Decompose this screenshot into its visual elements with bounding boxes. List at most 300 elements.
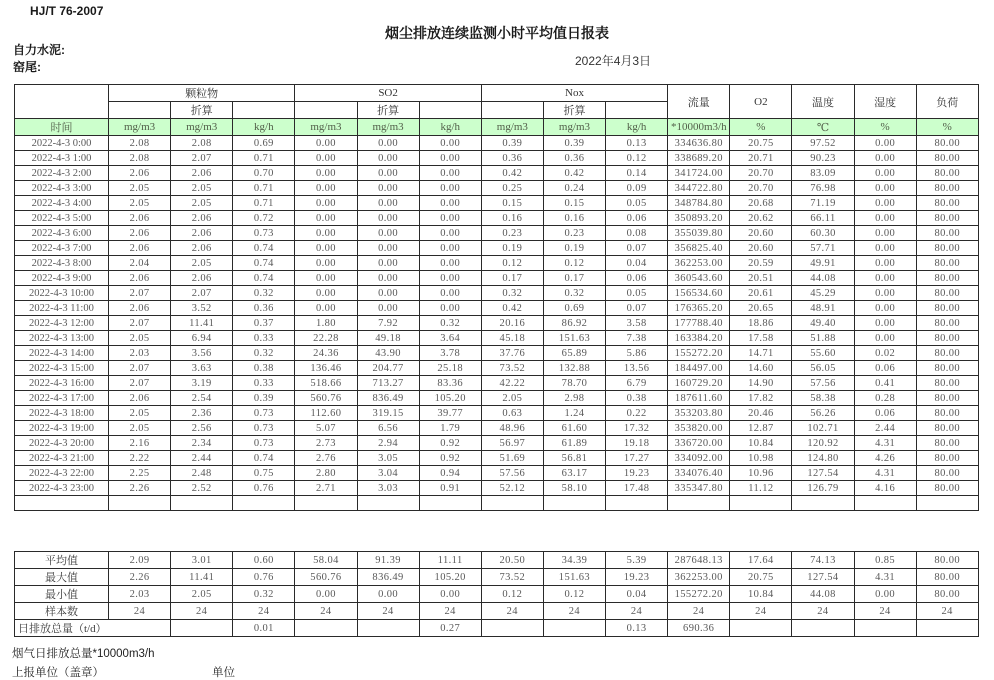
value-cell: 0.38 xyxy=(233,361,295,376)
value-cell xyxy=(543,620,605,637)
value-cell: 0.00 xyxy=(295,301,357,316)
header-blank-cell xyxy=(15,85,109,119)
value-cell: 2.03 xyxy=(109,586,171,603)
value-cell: 0.12 xyxy=(481,256,543,271)
value-cell: 11.41 xyxy=(171,316,233,331)
value-cell: 334636.80 xyxy=(668,136,730,151)
value-cell: 90.23 xyxy=(792,151,854,166)
time-cell: 2022-4-3 2:00 xyxy=(15,166,109,181)
unit-cell: mg/m3 xyxy=(295,119,357,136)
value-cell: 49.18 xyxy=(357,331,419,346)
value-cell: 97.52 xyxy=(792,136,854,151)
table-row xyxy=(15,271,979,286)
value-cell: 57.56 xyxy=(481,466,543,481)
value-cell: 2.22 xyxy=(109,451,171,466)
header-converted: 折算 xyxy=(171,102,233,119)
header-load: 负荷 xyxy=(916,85,978,119)
value-cell: 57.71 xyxy=(792,241,854,256)
table-row xyxy=(15,301,979,316)
table-row xyxy=(15,316,979,331)
value-cell: 0.00 xyxy=(419,166,481,181)
value-cell: 0.00 xyxy=(357,196,419,211)
value-cell: 0.91 xyxy=(419,481,481,496)
time-cell: 2022-4-3 16:00 xyxy=(15,376,109,391)
value-cell: 2.06 xyxy=(109,241,171,256)
value-cell: 836.49 xyxy=(357,569,419,586)
value-cell: 353820.00 xyxy=(668,421,730,436)
value-cell: 44.08 xyxy=(792,586,854,603)
value-cell xyxy=(854,620,916,637)
value-cell: 362253.00 xyxy=(668,569,730,586)
value-cell: 20.59 xyxy=(730,256,792,271)
value-cell: 2.06 xyxy=(171,271,233,286)
doc-code: HJ/T 76-2007 xyxy=(30,4,104,18)
value-cell: 0.23 xyxy=(481,226,543,241)
value-cell: 2.54 xyxy=(171,391,233,406)
value-cell: 24 xyxy=(668,603,730,620)
value-cell: 6.79 xyxy=(606,376,668,391)
value-cell: 80.00 xyxy=(916,196,978,211)
value-cell: 4.26 xyxy=(854,451,916,466)
value-cell: 63.17 xyxy=(543,466,605,481)
value-cell: 127.54 xyxy=(792,466,854,481)
value-cell: 80.00 xyxy=(916,256,978,271)
value-cell: 76.98 xyxy=(792,181,854,196)
value-cell: 0.05 xyxy=(606,286,668,301)
value-cell xyxy=(481,620,543,637)
value-cell: 0.92 xyxy=(419,436,481,451)
unit-cell: mg/m3 xyxy=(357,119,419,136)
value-cell: 0.00 xyxy=(854,151,916,166)
value-cell: 0.00 xyxy=(854,331,916,346)
value-cell: 2.76 xyxy=(295,451,357,466)
value-cell: 1.79 xyxy=(419,421,481,436)
empty-cell xyxy=(15,496,109,511)
value-cell xyxy=(171,620,233,637)
value-cell: 0.00 xyxy=(357,211,419,226)
value-cell: 56.26 xyxy=(792,406,854,421)
value-cell xyxy=(916,620,978,637)
table-row xyxy=(15,256,979,271)
company-name: 自力水泥: xyxy=(13,43,65,57)
value-cell: 0.00 xyxy=(854,181,916,196)
value-cell: 0.12 xyxy=(606,151,668,166)
value-cell: 2.06 xyxy=(109,301,171,316)
summary-label: 最小值 xyxy=(15,586,109,603)
value-cell: 0.42 xyxy=(481,166,543,181)
value-cell: 44.08 xyxy=(792,271,854,286)
summary-row xyxy=(15,603,979,620)
time-cell: 2022-4-3 20:00 xyxy=(15,436,109,451)
value-cell: 80.00 xyxy=(916,136,978,151)
value-cell: 0.06 xyxy=(854,406,916,421)
value-cell: 0.00 xyxy=(419,181,481,196)
value-cell: 127.54 xyxy=(792,569,854,586)
value-cell: 2.06 xyxy=(171,241,233,256)
time-cell: 2022-4-3 9:00 xyxy=(15,271,109,286)
header-row-groups xyxy=(15,85,979,102)
value-cell: 20.61 xyxy=(730,286,792,301)
value-cell: 11.11 xyxy=(419,552,481,569)
value-cell: 2.07 xyxy=(109,361,171,376)
value-cell: 334092.00 xyxy=(668,451,730,466)
value-cell: 336720.00 xyxy=(668,436,730,451)
value-cell: 0.14 xyxy=(606,166,668,181)
value-cell: 10.96 xyxy=(730,466,792,481)
value-cell: 19.23 xyxy=(606,466,668,481)
value-cell: 560.76 xyxy=(295,569,357,586)
summary-row xyxy=(15,569,979,586)
value-cell: 0.36 xyxy=(481,151,543,166)
header-humidity: 湿度 xyxy=(854,85,916,119)
value-cell: 362253.00 xyxy=(668,256,730,271)
table-row xyxy=(15,436,979,451)
value-cell: 80.00 xyxy=(916,181,978,196)
unit-cell: ℃ xyxy=(792,119,854,136)
value-cell: 80.00 xyxy=(916,376,978,391)
value-cell: 58.04 xyxy=(295,552,357,569)
value-cell: 0.39 xyxy=(481,136,543,151)
value-cell: 24 xyxy=(792,603,854,620)
value-cell: 2.56 xyxy=(171,421,233,436)
value-cell: 24 xyxy=(233,603,295,620)
value-cell: 0.00 xyxy=(419,271,481,286)
table-row xyxy=(15,451,979,466)
value-cell: 2.71 xyxy=(295,481,357,496)
value-cell: 80.00 xyxy=(916,569,978,586)
value-cell: 80.00 xyxy=(916,406,978,421)
value-cell: 0.39 xyxy=(543,136,605,151)
value-cell: 20.51 xyxy=(730,271,792,286)
value-cell: 20.71 xyxy=(730,151,792,166)
value-cell: 20.50 xyxy=(481,552,543,569)
value-cell: 0.17 xyxy=(481,271,543,286)
value-cell: 0.00 xyxy=(854,196,916,211)
value-cell: 335347.80 xyxy=(668,481,730,496)
report-date: 2022年4月3日 xyxy=(575,54,652,68)
time-cell: 2022-4-3 18:00 xyxy=(15,406,109,421)
table-row xyxy=(15,391,979,406)
value-cell: 6.94 xyxy=(171,331,233,346)
value-cell: 37.76 xyxy=(481,346,543,361)
table-row xyxy=(15,331,979,346)
value-cell: 24 xyxy=(419,603,481,620)
value-cell: 0.42 xyxy=(481,301,543,316)
value-cell: 11.12 xyxy=(730,481,792,496)
value-cell: 0.72 xyxy=(233,211,295,226)
value-cell: 24 xyxy=(357,603,419,620)
value-cell: 0.71 xyxy=(233,151,295,166)
unit-cell: % xyxy=(916,119,978,136)
value-cell: 20.65 xyxy=(730,301,792,316)
value-cell: 2.16 xyxy=(109,436,171,451)
value-cell: 14.60 xyxy=(730,361,792,376)
value-cell: 10.98 xyxy=(730,451,792,466)
empty-cell xyxy=(543,496,605,511)
time-cell: 2022-4-3 17:00 xyxy=(15,391,109,406)
value-cell: 0.70 xyxy=(233,166,295,181)
value-cell: 57.56 xyxy=(792,376,854,391)
value-cell: 61.89 xyxy=(543,436,605,451)
table-row xyxy=(15,211,979,226)
value-cell: 3.52 xyxy=(171,301,233,316)
value-cell: 80.00 xyxy=(916,436,978,451)
value-cell: 66.11 xyxy=(792,211,854,226)
value-cell: 0.07 xyxy=(606,241,668,256)
value-cell: 2.05 xyxy=(481,391,543,406)
empty-cell xyxy=(109,496,171,511)
value-cell: 0.00 xyxy=(854,286,916,301)
value-cell: 151.63 xyxy=(543,569,605,586)
value-cell: 2.05 xyxy=(109,406,171,421)
value-cell: 334076.40 xyxy=(668,466,730,481)
value-cell: 0.00 xyxy=(419,241,481,256)
empty-cell xyxy=(668,496,730,511)
value-cell: 0.28 xyxy=(854,391,916,406)
value-cell: 1.80 xyxy=(295,316,357,331)
value-cell: 350893.20 xyxy=(668,211,730,226)
value-cell: 17.58 xyxy=(730,331,792,346)
time-cell: 2022-4-3 8:00 xyxy=(15,256,109,271)
value-cell: 0.71 xyxy=(233,196,295,211)
value-cell: 2.08 xyxy=(171,136,233,151)
value-cell: 0.73 xyxy=(233,406,295,421)
value-cell: 25.18 xyxy=(419,361,481,376)
empty-cell xyxy=(792,496,854,511)
value-cell: 132.88 xyxy=(543,361,605,376)
value-cell: 0.00 xyxy=(357,256,419,271)
value-cell: 0.01 xyxy=(233,620,295,637)
value-cell: 0.74 xyxy=(233,256,295,271)
value-cell: 0.33 xyxy=(233,376,295,391)
time-cell: 2022-4-3 14:00 xyxy=(15,346,109,361)
hourly-data-rows xyxy=(15,136,979,511)
summary-label: 样本数 xyxy=(15,603,109,620)
header-sub-blank xyxy=(233,102,295,119)
time-cell: 2022-4-3 0:00 xyxy=(15,136,109,151)
value-cell: 80.00 xyxy=(916,316,978,331)
value-cell: 2.34 xyxy=(171,436,233,451)
empty-cell xyxy=(854,496,916,511)
value-cell: 0.12 xyxy=(543,586,605,603)
value-cell: 0.00 xyxy=(295,286,357,301)
value-cell: 163384.20 xyxy=(668,331,730,346)
header-so2: SO2 xyxy=(295,85,481,102)
value-cell: 17.82 xyxy=(730,391,792,406)
value-cell: 155272.20 xyxy=(668,586,730,603)
empty-cell xyxy=(233,496,295,511)
value-cell: 0.06 xyxy=(854,361,916,376)
value-cell: 91.39 xyxy=(357,552,419,569)
header-row-units xyxy=(15,119,979,136)
time-cell: 2022-4-3 6:00 xyxy=(15,226,109,241)
value-cell: 338689.20 xyxy=(668,151,730,166)
value-cell: 0.71 xyxy=(233,181,295,196)
header-sub-blank xyxy=(481,102,543,119)
value-cell: 86.92 xyxy=(543,316,605,331)
value-cell: 105.20 xyxy=(419,391,481,406)
value-cell: 80.00 xyxy=(916,286,978,301)
time-cell: 2022-4-3 23:00 xyxy=(15,481,109,496)
header-flow: 流量 xyxy=(668,85,730,119)
value-cell: 49.91 xyxy=(792,256,854,271)
value-cell: 43.90 xyxy=(357,346,419,361)
value-cell: 0.19 xyxy=(481,241,543,256)
value-cell: 80.00 xyxy=(916,451,978,466)
value-cell: 0.00 xyxy=(854,241,916,256)
value-cell: 11.41 xyxy=(171,569,233,586)
value-cell: 73.52 xyxy=(481,361,543,376)
value-cell: 80.00 xyxy=(916,301,978,316)
value-cell: 2.05 xyxy=(109,181,171,196)
value-cell: 52.12 xyxy=(481,481,543,496)
value-cell: 80.00 xyxy=(916,241,978,256)
value-cell: 0.09 xyxy=(606,181,668,196)
value-cell: 0.73 xyxy=(233,421,295,436)
value-cell: 0.27 xyxy=(419,620,481,637)
value-cell: 0.76 xyxy=(233,481,295,496)
value-cell: 2.07 xyxy=(171,286,233,301)
value-cell: 55.60 xyxy=(792,346,854,361)
value-cell: 0.69 xyxy=(233,136,295,151)
value-cell: 0.13 xyxy=(606,136,668,151)
value-cell: 10.84 xyxy=(730,436,792,451)
value-cell: 80.00 xyxy=(916,391,978,406)
value-cell: 20.60 xyxy=(730,241,792,256)
value-cell xyxy=(357,620,419,637)
value-cell: 0.00 xyxy=(854,166,916,181)
summary-row xyxy=(15,586,979,603)
value-cell: 34.39 xyxy=(543,552,605,569)
value-cell: 836.49 xyxy=(357,391,419,406)
value-cell: 78.70 xyxy=(543,376,605,391)
time-cell: 2022-4-3 22:00 xyxy=(15,466,109,481)
value-cell: 0.94 xyxy=(419,466,481,481)
empty-cell xyxy=(481,496,543,511)
value-cell: 2.08 xyxy=(109,151,171,166)
value-cell: 80.00 xyxy=(916,346,978,361)
header-sub-blank xyxy=(606,102,668,119)
value-cell: 20.60 xyxy=(730,226,792,241)
value-cell: 2.05 xyxy=(109,331,171,346)
value-cell: 80.00 xyxy=(916,481,978,496)
value-cell: 24 xyxy=(606,603,668,620)
value-cell: 0.00 xyxy=(357,286,419,301)
value-cell: 2.07 xyxy=(171,151,233,166)
value-cell: 136.46 xyxy=(295,361,357,376)
daily-total-row xyxy=(15,620,979,637)
value-cell: 7.92 xyxy=(357,316,419,331)
value-cell: 80.00 xyxy=(916,226,978,241)
summary-label: 平均值 xyxy=(15,552,109,569)
value-cell: 5.39 xyxy=(606,552,668,569)
value-cell: 0.23 xyxy=(543,226,605,241)
value-cell: 0.32 xyxy=(233,286,295,301)
value-cell: 83.09 xyxy=(792,166,854,181)
value-cell: 80.00 xyxy=(916,586,978,603)
value-cell: 0.00 xyxy=(854,211,916,226)
unit-cell: kg/h xyxy=(606,119,668,136)
value-cell: 560.76 xyxy=(295,391,357,406)
time-cell: 2022-4-3 15:00 xyxy=(15,361,109,376)
time-cell: 2022-4-3 7:00 xyxy=(15,241,109,256)
value-cell: 319.15 xyxy=(357,406,419,421)
unit-cell: *10000m3/h xyxy=(668,119,730,136)
value-cell: 0.25 xyxy=(481,181,543,196)
value-cell: 58.38 xyxy=(792,391,854,406)
value-cell: 124.80 xyxy=(792,451,854,466)
value-cell: 24 xyxy=(916,603,978,620)
value-cell: 0.00 xyxy=(295,586,357,603)
value-cell: 112.60 xyxy=(295,406,357,421)
value-cell: 0.00 xyxy=(419,151,481,166)
value-cell: 5.07 xyxy=(295,421,357,436)
value-cell: 74.13 xyxy=(792,552,854,569)
value-cell: 0.06 xyxy=(606,211,668,226)
value-cell: 0.32 xyxy=(481,286,543,301)
value-cell: 0.00 xyxy=(357,271,419,286)
value-cell: 0.05 xyxy=(606,196,668,211)
value-cell: 3.78 xyxy=(419,346,481,361)
value-cell: 14.71 xyxy=(730,346,792,361)
value-cell: 0.00 xyxy=(357,166,419,181)
value-cell: 2.06 xyxy=(109,391,171,406)
value-cell: 0.24 xyxy=(543,181,605,196)
value-cell: 48.91 xyxy=(792,301,854,316)
table-row xyxy=(15,151,979,166)
value-cell: 0.41 xyxy=(854,376,916,391)
value-cell: 2.26 xyxy=(109,481,171,496)
value-cell: 0.00 xyxy=(295,256,357,271)
value-cell: 2.06 xyxy=(171,211,233,226)
value-cell: 0.69 xyxy=(543,301,605,316)
value-cell: 2.03 xyxy=(109,346,171,361)
value-cell: 0.39 xyxy=(233,391,295,406)
table-row xyxy=(15,226,979,241)
value-cell: 1.24 xyxy=(543,406,605,421)
value-cell: 3.19 xyxy=(171,376,233,391)
value-cell: 0.00 xyxy=(295,211,357,226)
summary-label: 最大值 xyxy=(15,569,109,586)
value-cell: 0.37 xyxy=(233,316,295,331)
table-row xyxy=(15,421,979,436)
value-cell: 3.58 xyxy=(606,316,668,331)
time-cell: 2022-4-3 12:00 xyxy=(15,316,109,331)
value-cell: 24 xyxy=(481,603,543,620)
value-cell: 0.00 xyxy=(295,136,357,151)
value-cell: 2.73 xyxy=(295,436,357,451)
value-cell: 2.80 xyxy=(295,466,357,481)
value-cell: 204.77 xyxy=(357,361,419,376)
empty-cell xyxy=(171,496,233,511)
value-cell: 0.02 xyxy=(854,346,916,361)
value-cell: 356825.40 xyxy=(668,241,730,256)
value-cell: 160729.20 xyxy=(668,376,730,391)
value-cell: 0.74 xyxy=(233,241,295,256)
value-cell: 126.79 xyxy=(792,481,854,496)
time-cell: 2022-4-3 1:00 xyxy=(15,151,109,166)
value-cell: 51.88 xyxy=(792,331,854,346)
header-o2: O2 xyxy=(730,85,792,119)
value-cell: 20.46 xyxy=(730,406,792,421)
value-cell: 102.71 xyxy=(792,421,854,436)
value-cell: 0.15 xyxy=(481,196,543,211)
value-cell: 0.32 xyxy=(233,586,295,603)
value-cell: 0.00 xyxy=(854,316,916,331)
value-cell: 20.70 xyxy=(730,166,792,181)
summary-table xyxy=(14,551,979,637)
value-cell: 20.75 xyxy=(730,569,792,586)
